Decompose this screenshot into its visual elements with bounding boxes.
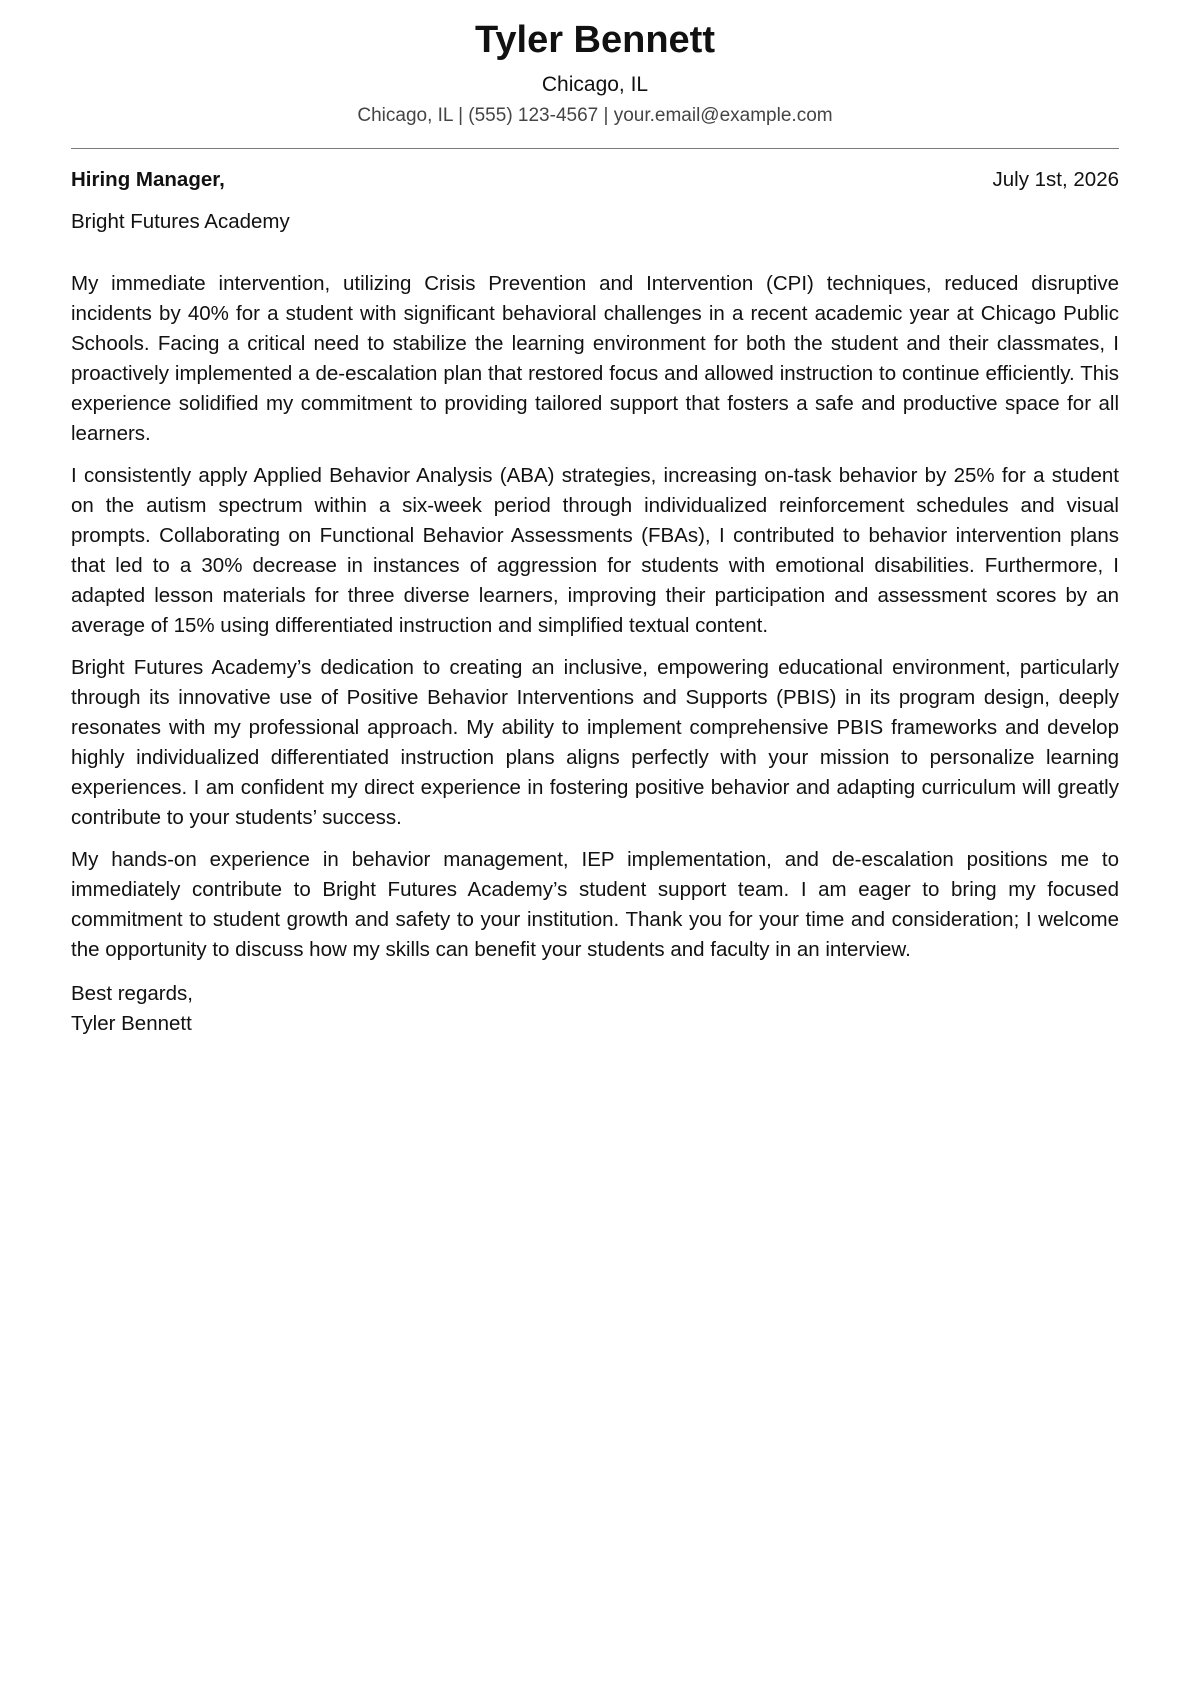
sender-name: Tyler Bennett [474,19,715,61]
body-paragraph: Bright Futures Academy’s dedication to creating an inclusive, empowering educational environment, particularly through its innovative use of Positive Behavior Interventions and Supports (PBIS) in its program design, deeply resonates with my professional approach. My ability to implement comprehensive PBIS frameworks and develop highly individualized differentiated instruction plans aligns perfectly with your mission to personalize learning experiences. I am confident my direct experience in fostering positive behavior and adapting curriculum will greatly contribute to your students’ success. [71,656,1119,829]
letter-header [71,0,1119,130]
letter-closing [71,979,1119,1039]
recipient-salutation: Hiring Manager, [71,168,225,191]
letter-body [71,269,1119,965]
sender-contact-line: Chicago, IL | (555) 123-4567 | your.email@example.com [357,105,833,126]
header-divider [71,148,1119,149]
recipient-organization: Bright Futures Academy [71,210,290,233]
sign-off: Best regards, [71,982,193,1005]
body-paragraph: My immediate intervention, utilizing Crisis Prevention and Intervention (CPI) techniques, reduced disruptive incidents by 40% for a student with significant behavioral challenges in a recent academic year at Chicago Public Schools. Facing a critical need to stabilize the learning environment for both the student and their classmates, I proactively implemented a de-escalation plan that restored focus and allowed instruction to continue efficiently. This experience solidified my commitment to providing tailored support that fosters a safe and productive space for all learners. [71,272,1119,445]
body-paragraph: My hands-on experience in behavior management, IEP implementation, and de-escalation positions me to immediately contribute to Bright Futures Academy’s student support team. I am eager to bring my focused commitment to student growth and safety to your institution. Thank you for your time and consideration; I welcome the opportunity to discuss how my skills can benefit your students and faculty in an interview. [71,848,1119,961]
body-paragraph: I consistently apply Applied Behavior Analysis (ABA) strategies, increasing on-task behavior by 25% for a student on the autism spectrum within a six-week period through individualized reinforcement schedules and visual prompts. Collaborating on Functional Behavior Assessments (FBAs), I contributed to behavior intervention plans that led to a 30% decrease in instances of aggression for students with emotional disabilities. Furthermore, I adapted lesson materials for three diverse learners, improving their participation and assessment scores by an average of 15% using differentiated instruction and simplified textual content. [71,464,1119,637]
sender-location: Chicago, IL [541,73,649,96]
recipient-row [71,165,1119,195]
signature-name: Tyler Bennett [71,1012,192,1035]
letter-date: July 1st, 2026 [992,168,1119,191]
